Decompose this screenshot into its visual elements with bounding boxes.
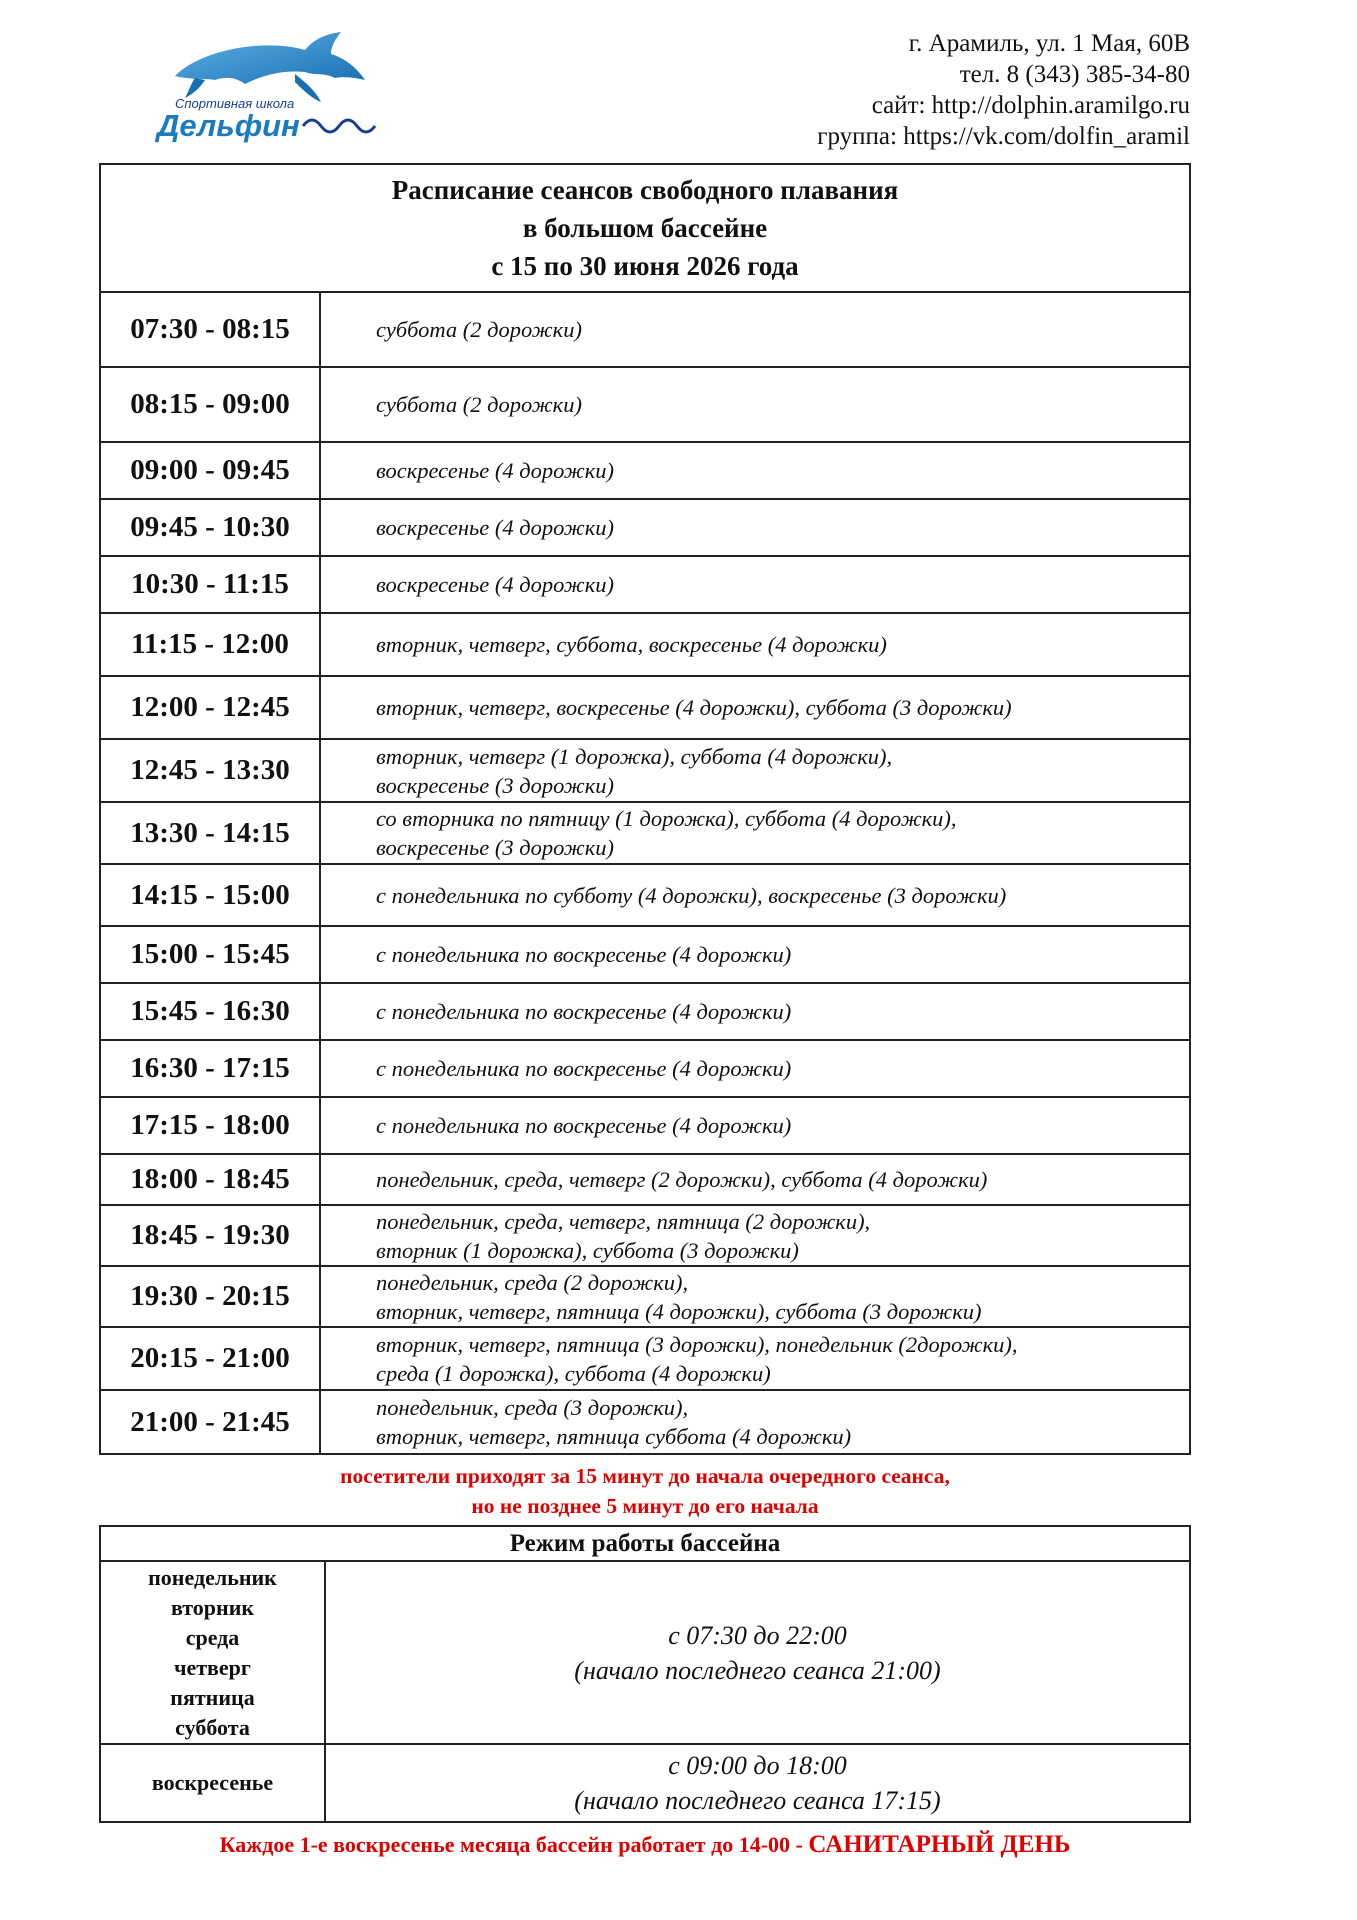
schedule-title [100,164,1190,292]
schedule-row [100,926,1190,983]
schedule-row [100,1040,1190,1097]
session-time: 19:30 - 20:15 [100,1266,320,1327]
schedule-row [100,1327,1190,1390]
session-time: 17:15 - 18:00 [100,1097,320,1154]
session-days: со вторника по пятницу (1 дорожка), суббота (4 дорожки), воскресенье (3 дорожки) [320,802,1190,864]
schedule-row [100,676,1190,739]
session-time: 13:30 - 14:15 [100,802,320,864]
dolphin-icon [145,28,390,148]
session-time: 20:15 - 21:00 [100,1327,320,1390]
session-days: с понедельника по воскресенье (4 дорожки) [320,1040,1190,1097]
schedule-row [100,1266,1190,1327]
school-logo [145,28,390,148]
schedule-row [100,367,1190,442]
schedule-row [100,613,1190,676]
session-time: 07:30 - 08:15 [100,292,320,367]
sanitary-day-notice [99,1831,1191,1859]
session-days: вторник, четверг, суббота, воскресенье (4 дорожки) [320,613,1190,676]
title-line-3: с 15 по 30 июня 2026 года [491,251,799,281]
session-time: 18:45 - 19:30 [100,1205,320,1266]
weekday-label: суббота [175,1714,250,1740]
sunday-label: воскресенье [100,1744,325,1822]
sunday-last-session: (начало последнего сеанса 17:15) [574,1786,941,1815]
session-days: вторник, четверг, пятница (3 дорожки), понедельник (2дорожки), среда (1 дорожка), суббота (4 дорожки) [320,1327,1190,1390]
weekdays-list [100,1561,325,1744]
session-days: вторник, четверг (1 дорожка), суббота (4 дорожки), воскресенье (3 дорожки) [320,739,1190,802]
weekday-label: пятница [170,1684,255,1710]
session-time: 10:30 - 11:15 [100,556,320,613]
title-line-2: в большом бассейне [522,213,768,243]
schedule-row [100,499,1190,556]
weekdays-row [100,1561,1190,1744]
session-days: понедельник, среда (3 дорожки), вторник, четверг, пятница суббота (4 дорожки) [320,1390,1190,1454]
sunday-hours [325,1744,1190,1822]
schedule-row [100,1097,1190,1154]
schedule-title-row [100,164,1190,292]
contact-info [817,28,1190,152]
hours-title: Режим работы бассейна [100,1526,1190,1561]
session-days: воскресенье (4 дорожки) [320,556,1190,613]
schedule-table [99,163,1191,1455]
session-days: воскресенье (4 дорожки) [320,499,1190,556]
svg-text:Спортивная школа: Спортивная школа [175,96,295,111]
schedule-row [100,802,1190,864]
session-days: суббота (2 дорожки) [320,292,1190,367]
weekday-label: четверг [174,1654,251,1680]
notice-line-1: посетители приходят за 15 минут до начала очередного сеанса, [340,1464,950,1488]
session-time: 15:00 - 15:45 [100,926,320,983]
schedule-row [100,1205,1190,1266]
weekdays-last-session: (начало последнего сеанса 21:00) [574,1655,941,1685]
session-days: с понедельника по воскресенье (4 дорожки) [320,983,1190,1040]
group-link[interactable]: группа: https://vk.com/dolfin_aramil [817,123,1190,150]
address-text: г. Арамиль, ул. 1 Мая, 60В [908,30,1190,57]
session-days: воскресенье (4 дорожки) [320,442,1190,499]
schedule-row [100,292,1190,367]
working-hours-table [99,1525,1191,1823]
schedule-row [100,556,1190,613]
svg-text:Дельфин: Дельфин [157,108,300,143]
weekdays-hours [325,1561,1190,1744]
arrival-notice [99,1461,1191,1521]
session-time: 11:15 - 12:00 [100,613,320,676]
phone-text: тел. 8 (343) 385-34-80 [959,61,1190,88]
session-time: 08:15 - 09:00 [100,367,320,442]
sunday-time: с 09:00 до 18:00 [668,1751,847,1780]
schedule-row [100,864,1190,926]
sanitary-day-text: Каждое 1-е воскресенье месяца бассейн работает до 14-00 - [219,1832,809,1857]
session-days: понедельник, среда (2 дорожки), вторник, четверг, пятница (4 дорожки), суббота (3 дорожки) [320,1266,1190,1327]
schedule-row [100,1390,1190,1454]
weekdays-time: с 07:30 до 22:00 [668,1620,847,1650]
title-line-1: Расписание сеансов свободного плавания [391,175,899,205]
session-time: 09:00 - 09:45 [100,442,320,499]
weekday-label: среда [185,1624,240,1650]
session-time: 21:00 - 21:45 [100,1390,320,1454]
session-days: вторник, четверг, воскресенье (4 дорожки), суббота (3 дорожки) [320,676,1190,739]
sanitary-day-highlight: САНИТАРНЫЙ ДЕНЬ [808,1831,1071,1858]
session-time: 14:15 - 15:00 [100,864,320,926]
schedule-row [100,739,1190,802]
session-time: 16:30 - 17:15 [100,1040,320,1097]
session-days: с понедельника по субботу (4 дорожки), воскресенье (3 дорожки) [320,864,1190,926]
schedule-row [100,442,1190,499]
session-time: 09:45 - 10:30 [100,499,320,556]
schedule-row [100,1154,1190,1205]
schedule-row [100,983,1190,1040]
session-time: 12:00 - 12:45 [100,676,320,739]
notice-line-2: но не позднее 5 минут до его начала [471,1494,819,1518]
sunday-row [100,1744,1190,1822]
hours-title-row [100,1526,1190,1561]
session-days: с понедельника по воскресенье (4 дорожки) [320,926,1190,983]
session-days: суббота (2 дорожки) [320,367,1190,442]
session-time: 15:45 - 16:30 [100,983,320,1040]
site-link[interactable]: сайт: http://dolphin.aramilgo.ru [871,92,1190,119]
session-time: 12:45 - 13:30 [100,739,320,802]
session-days: понедельник, среда, четверг (2 дорожки), суббота (4 дорожки) [320,1154,1190,1205]
weekday-label: понедельник [148,1564,277,1590]
weekday-label: вторник [170,1594,255,1620]
session-days: понедельник, среда, четверг, пятница (2 дорожки), вторник (1 дорожка), суббота (3 дорожки) [320,1205,1190,1266]
session-days: с понедельника по воскресенье (4 дорожки) [320,1097,1190,1154]
session-time: 18:00 - 18:45 [100,1154,320,1205]
